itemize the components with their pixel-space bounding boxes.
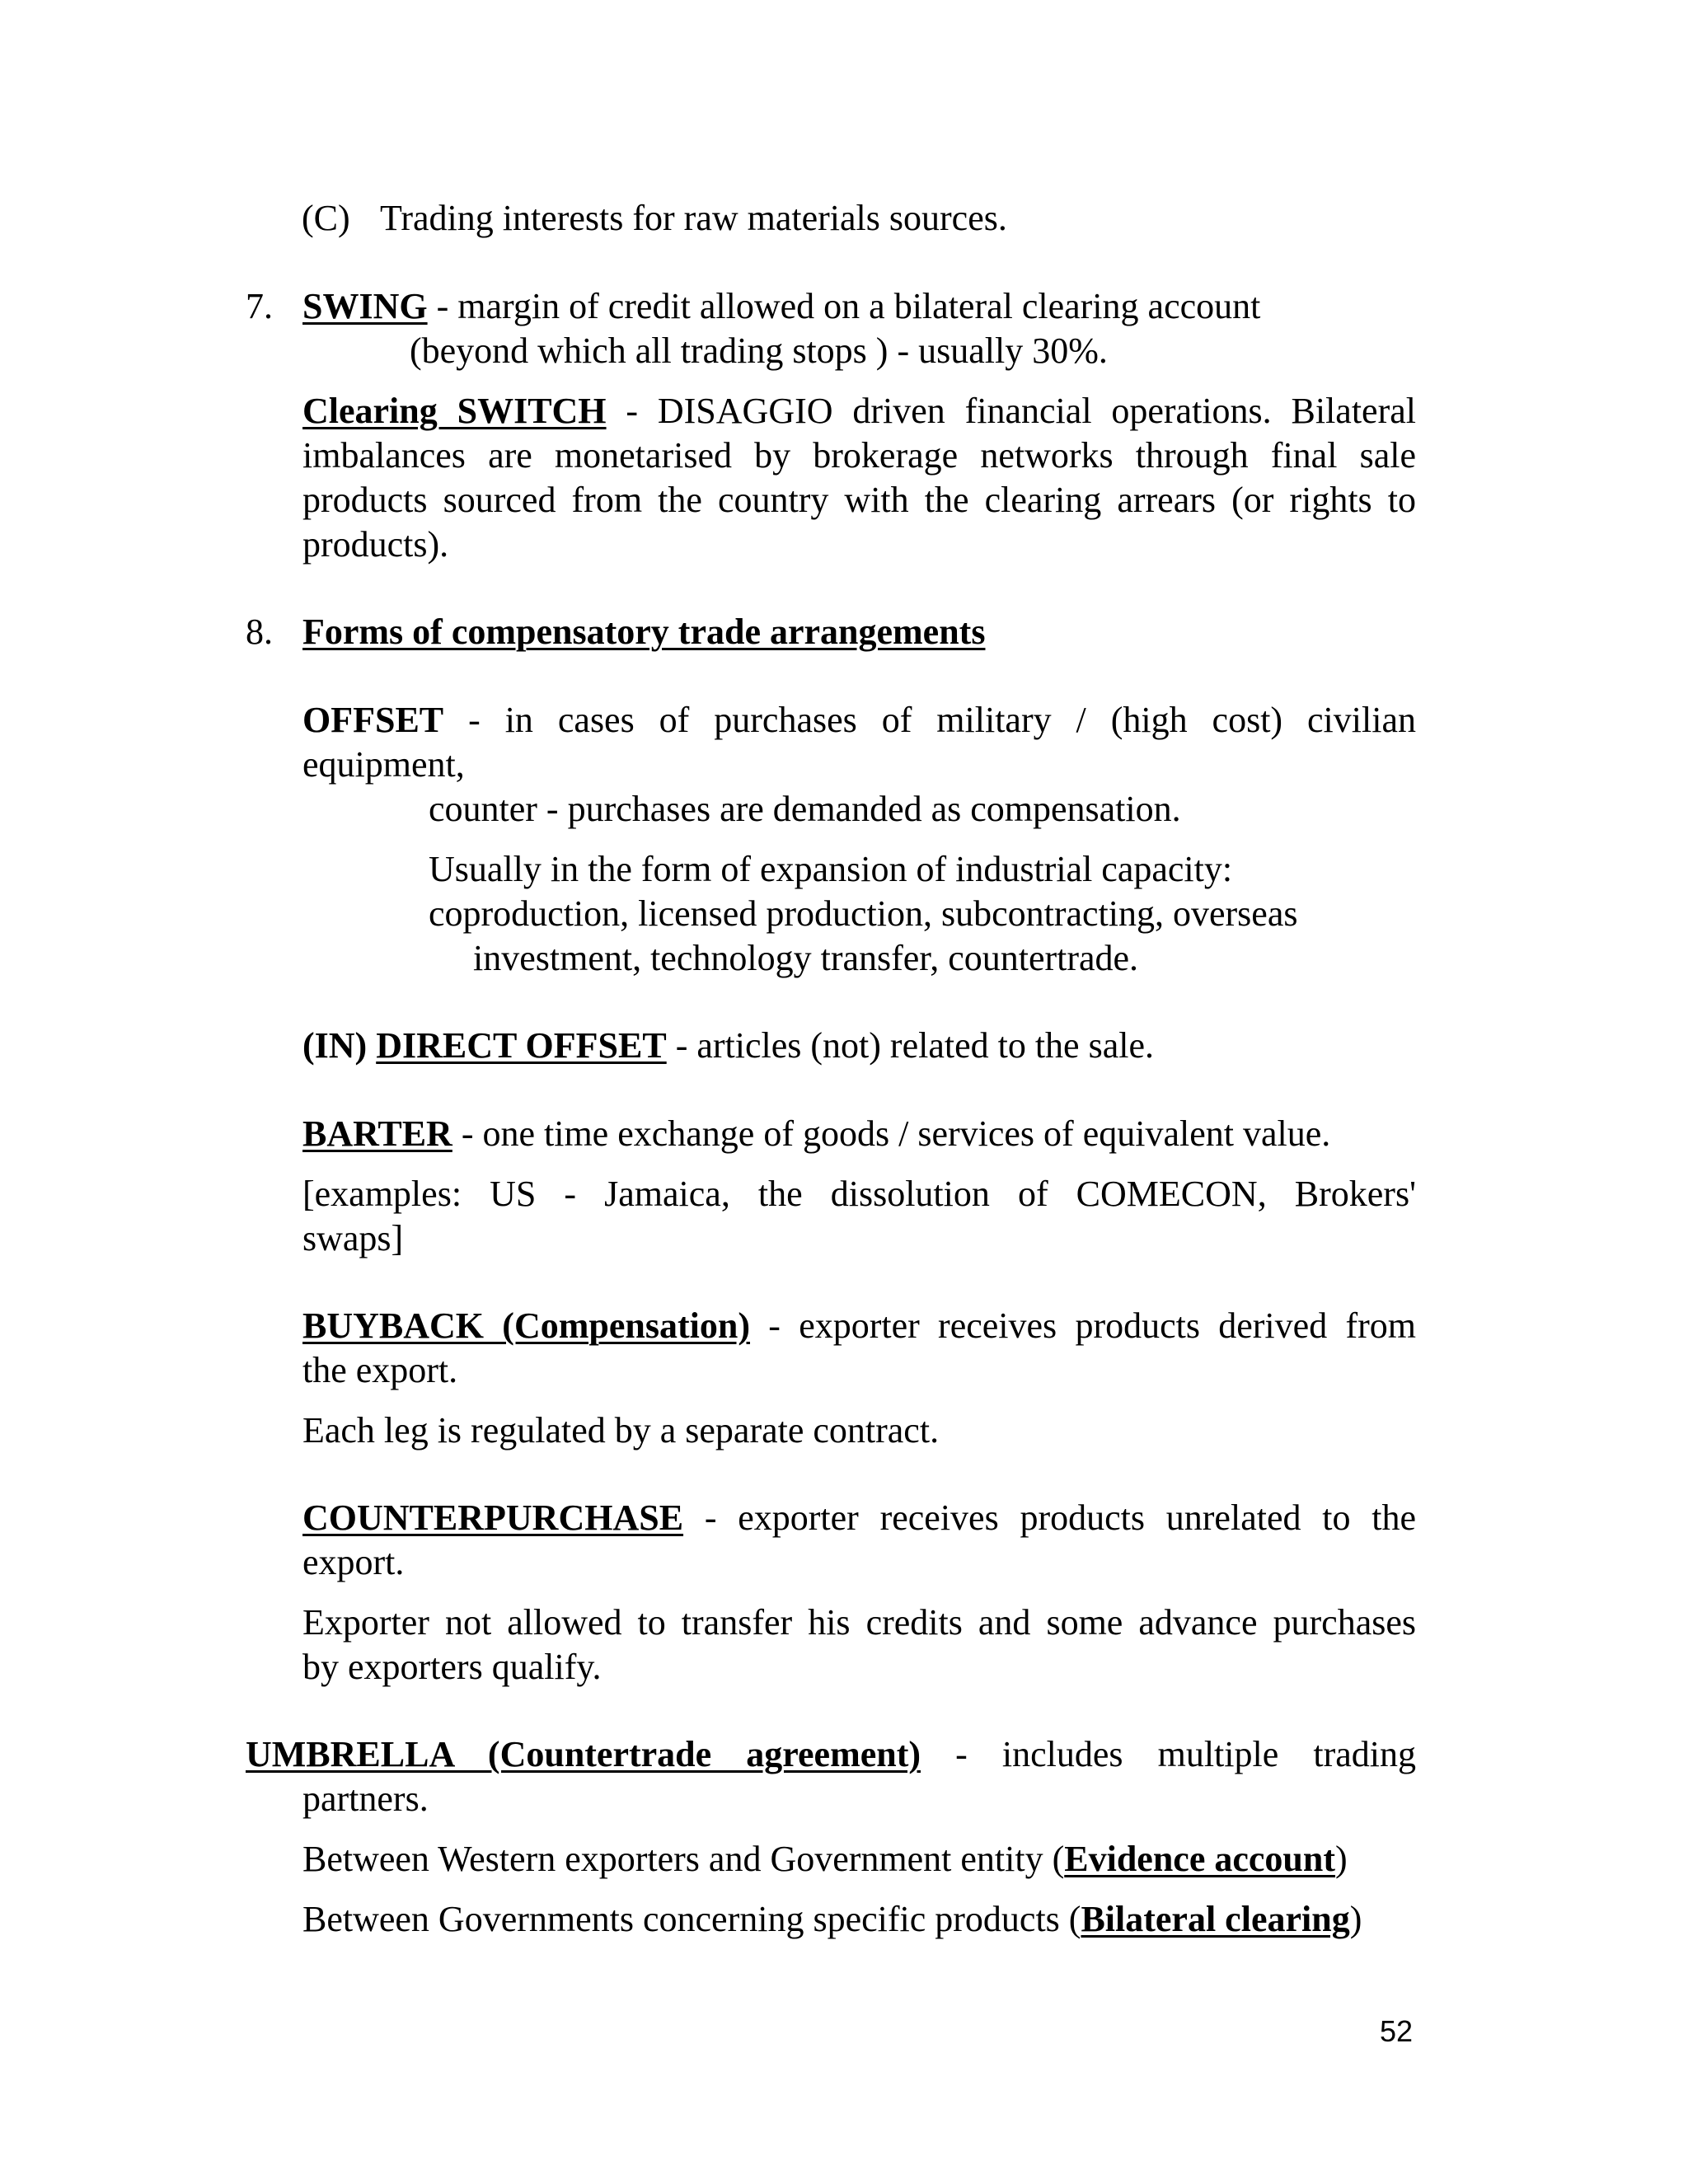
direct-offset-line [302, 1024, 1154, 1068]
buyback-line-2: the export. [302, 1350, 458, 1390]
in-prefix: (IN) [302, 1025, 368, 1066]
counterpurchase-line-4: by exporters qualify. [302, 1647, 602, 1687]
barter-term: BARTER [302, 1113, 452, 1154]
offset-line-5: coproduction, licensed production, subcontracting, overseas [429, 893, 1298, 934]
evidence-account-term: Evidence account [1064, 1839, 1336, 1879]
bilateral-clearing-term: Bilateral clearing [1081, 1899, 1350, 1939]
switch-line-1 [302, 389, 1416, 434]
page-number: 52 [1380, 2014, 1414, 2048]
switch-line-2: imbalances are monetarised by brokerage networks through final sale [302, 435, 1416, 476]
buyback-definition: - exporter receives products derived from [749, 1305, 1416, 1346]
umbrella-line-1 [246, 1732, 1416, 1777]
offset-line-4: Usually in the form of expansion of industrial capacity: [429, 849, 1233, 889]
umbrella-line-2: partners. [302, 1779, 429, 1819]
offset-line-2: equipment, [302, 744, 465, 785]
buyback-term: BUYBACK (Compensation) [302, 1305, 750, 1346]
western-close: ) [1335, 1839, 1348, 1879]
umbrella-term: UMBRELLA (Countertrade agreement) [246, 1734, 921, 1774]
counterpurchase-definition: - exporter receives products unrelated to the [683, 1497, 1416, 1538]
item-8-number: 8. [246, 612, 273, 652]
buyback-line-3: Each leg is regulated by a separate contract. [302, 1410, 940, 1451]
switch-line-4: products). [302, 524, 449, 565]
counterpurchase-line-1 [302, 1496, 1416, 1540]
western-text: Between Western exporters and Government entity ( [302, 1839, 1065, 1879]
barter-examples-2: swaps] [302, 1218, 404, 1258]
clearing-switch-term: Clearing SWITCH [302, 391, 607, 431]
barter-line [302, 1112, 1330, 1156]
switch-definition: - DISAGGIO driven financial operations. Bilateral [606, 391, 1416, 431]
forms-heading: Forms of compensatory trade arrangements [302, 612, 986, 652]
umbrella-definition: - includes multiple trading [921, 1734, 1416, 1774]
direct-offset-definition: - articles (not) related to the sale. [666, 1025, 1154, 1066]
governments-text: Between Governments concerning specific products ( [302, 1899, 1081, 1939]
direct-offset-term: DIRECT OFFSET [376, 1025, 667, 1066]
barter-examples-1: [examples: US - Jamaica, the dissolution of COMECON, Brokers' [302, 1174, 1416, 1214]
swing-continuation: (beyond which all trading stops ) - usually 30%. [410, 330, 1108, 371]
governments-close: ) [1349, 1899, 1362, 1939]
item-7-number: 7. [246, 286, 273, 326]
buyback-line-1 [302, 1304, 1416, 1348]
counterpurchase-term: COUNTERPURCHASE [302, 1497, 684, 1538]
offset-line-1 [302, 698, 1416, 743]
offset-definition: - in cases of purchases of military / (high cost) civilian [443, 700, 1416, 740]
governments-line [302, 1897, 1362, 1942]
swing-line [302, 284, 1260, 329]
item-c-text: Trading interests for raw materials sources. [380, 198, 1007, 238]
swing-term: SWING [302, 286, 428, 326]
offset-line-6: investment, technology transfer, countertrade. [473, 938, 1139, 978]
swing-definition: - margin of credit allowed on a bilateral clearing account [427, 286, 1261, 326]
offset-term: OFFSET [302, 700, 444, 740]
counterpurchase-line-2: export. [302, 1542, 405, 1582]
item-c-label: (C) [302, 198, 350, 238]
offset-line-3: counter - purchases are demanded as compensation. [429, 789, 1181, 829]
western-line [302, 1837, 1348, 1882]
switch-line-3: products sourced from the country with the clearing arrears (or rights to [302, 480, 1416, 520]
barter-definition: - one time exchange of goods / services of equivalent value. [452, 1113, 1331, 1154]
counterpurchase-line-3: Exporter not allowed to transfer his credits and some advance purchases [302, 1602, 1416, 1643]
